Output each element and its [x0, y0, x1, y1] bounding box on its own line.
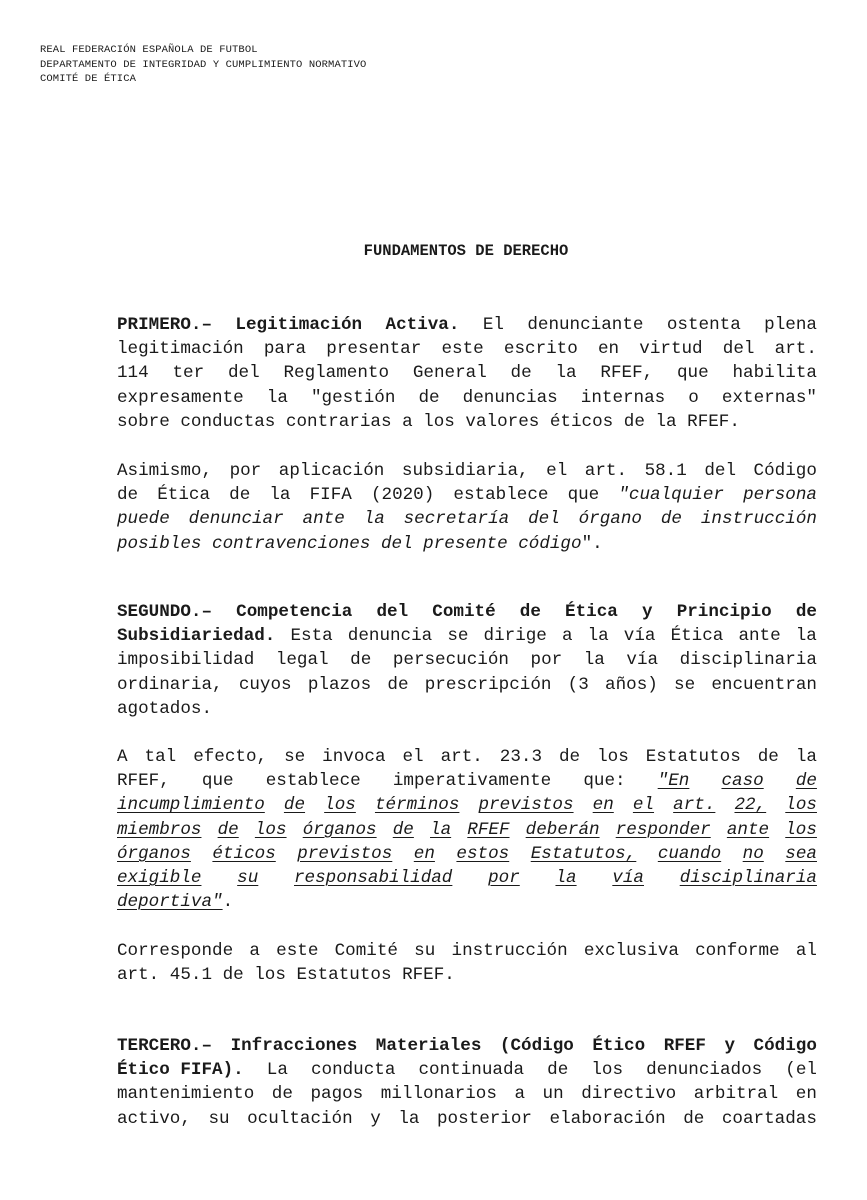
- heading-word: Principio: [676, 602, 772, 622]
- quote-word: 22,: [734, 795, 767, 816]
- word: (2020): [370, 485, 435, 506]
- quote-word: exigible: [117, 867, 202, 888]
- quote-word: ante: [726, 819, 770, 840]
- word: que: [201, 771, 234, 792]
- quote-word: de: [795, 771, 817, 792]
- section-title: FUNDAMENTOS DE DERECHO: [363, 242, 569, 260]
- word: mantenimiento: [117, 1084, 255, 1105]
- word: General: [412, 363, 487, 384]
- asimismo-line-1: [117, 459, 817, 483]
- heading-word: RFEF: [663, 1036, 706, 1056]
- word: La: [266, 1060, 288, 1081]
- word: Esta: [290, 626, 333, 647]
- word: en: [795, 1084, 817, 1105]
- quote-word: caso: [721, 771, 764, 792]
- quote-word: de: [660, 509, 682, 530]
- primero-line-1: [117, 313, 817, 337]
- text-run: agotados.: [117, 698, 213, 719]
- word: imperativamente: [392, 771, 552, 792]
- word: art.: [584, 461, 628, 481]
- paragraph-primero: [117, 313, 817, 434]
- quote-word: el: [632, 795, 655, 816]
- tercero-heading-line-1: [117, 1034, 817, 1058]
- word: establece: [453, 485, 549, 506]
- tercero-line-3: [117, 1082, 817, 1106]
- quote-word: art.: [673, 795, 716, 816]
- word: para: [263, 339, 307, 360]
- word: ante: [738, 626, 781, 647]
- quote-word: deberán: [525, 819, 600, 840]
- quote-text-run: posibles contravenciones del presente código: [117, 533, 582, 554]
- word: Estatutos: [645, 747, 741, 767]
- word: (el: [785, 1060, 817, 1081]
- word: plazos: [307, 674, 372, 695]
- word: conforme: [695, 941, 780, 961]
- segundo-line-5: [117, 697, 817, 721]
- word: ocultación: [247, 1108, 353, 1129]
- quote-word: órganos: [302, 819, 377, 840]
- word: plena: [764, 315, 817, 335]
- quote-word: del: [528, 509, 560, 530]
- word: persecución: [392, 650, 509, 671]
- word: de: [229, 485, 251, 506]
- segundo-line-2: [117, 624, 817, 648]
- word: que: [676, 363, 709, 384]
- word: de: [547, 1060, 569, 1081]
- word: de: [558, 747, 581, 767]
- word: FIFA: [309, 485, 352, 506]
- tercero-heading-number: TERCERO.–: [117, 1036, 213, 1056]
- corresponde-line-1: [117, 939, 817, 963]
- text-run: art. 45.1 de los Estatutos RFEF.: [117, 965, 455, 986]
- word: continuada: [418, 1060, 525, 1081]
- quote-word: cuando: [657, 843, 722, 864]
- word: y: [370, 1108, 381, 1129]
- quote-word: la: [555, 867, 577, 888]
- word: denunciante: [527, 315, 644, 335]
- tal-efecto-line-2: [117, 769, 817, 793]
- segundo-heading-number: SEGUNDO.–: [117, 602, 213, 622]
- text-run: sobre conductas contrarias a los valores éticos de la RFEF.: [117, 411, 740, 432]
- word: años): [605, 674, 658, 695]
- word: directivo: [581, 1084, 677, 1105]
- word: art.: [774, 339, 817, 360]
- word: 114: [117, 363, 149, 384]
- quote-word: de: [217, 819, 239, 840]
- quote-word: éticos: [212, 843, 276, 864]
- word: subsidiaria,: [401, 461, 529, 481]
- word: El: [482, 315, 504, 335]
- heading-word: Infracciones: [230, 1036, 358, 1056]
- word: exclusiva: [583, 941, 679, 961]
- segundo-line-4: [117, 673, 817, 697]
- asimismo-line-2: [117, 483, 817, 507]
- heading-word: Comité: [432, 602, 496, 622]
- quote-word: previstos: [478, 795, 574, 816]
- word: la: [583, 650, 605, 671]
- quote-word: los: [324, 795, 356, 816]
- word: prescripción: [424, 674, 552, 695]
- word: RFEF,: [600, 363, 654, 384]
- word: dirige: [483, 626, 547, 647]
- word: pagos: [310, 1084, 364, 1105]
- word: al: [795, 941, 817, 961]
- quote-word: miembros: [117, 819, 202, 840]
- quote-word: disciplinaria: [679, 867, 817, 888]
- word: (3: [567, 674, 589, 695]
- tal-efecto-line-1: [117, 745, 817, 769]
- word: millonarios: [380, 1084, 497, 1105]
- word: 23.3: [499, 747, 543, 767]
- asimismo-line-4: [117, 532, 817, 556]
- word: coartadas: [721, 1108, 817, 1129]
- heading-word: de: [795, 602, 817, 622]
- primero-line-4: [117, 386, 817, 410]
- quote-word: la: [430, 819, 452, 840]
- word: el: [546, 461, 568, 481]
- word: de: [117, 485, 139, 506]
- word: denuncias: [462, 387, 558, 408]
- word: del: [722, 339, 755, 360]
- word: de: [271, 1084, 293, 1105]
- quote-word: vía: [612, 867, 644, 888]
- tercero-line-4: [117, 1107, 817, 1131]
- word: instrucción: [451, 941, 568, 961]
- word: la: [795, 747, 817, 767]
- word: del: [704, 461, 737, 481]
- word: Comité: [334, 941, 398, 961]
- quote-word: de: [392, 819, 414, 840]
- word: Ética: [157, 485, 211, 506]
- quote-word: los: [785, 819, 817, 840]
- quote-word: RFEF: [467, 819, 510, 840]
- heading-word: Subsidiariedad.: [117, 626, 276, 647]
- paragraph-asimismo: [117, 459, 817, 556]
- word: elaboración: [549, 1108, 666, 1129]
- word: internas: [580, 387, 666, 408]
- paragraph-corresponde: [117, 939, 817, 987]
- segundo-heading-line-1: [117, 600, 817, 624]
- quote-word: los: [254, 819, 287, 840]
- word: por: [229, 461, 262, 481]
- word: tal: [144, 747, 177, 767]
- tal-efecto-line-3: [117, 793, 817, 817]
- heading-word: Materiales: [375, 1036, 482, 1056]
- quote-word: la: [363, 509, 385, 530]
- asimismo-line-3: [117, 507, 817, 531]
- word: se: [447, 626, 469, 647]
- quote-word: Estatutos,: [530, 843, 637, 864]
- word: disciplinaria: [679, 650, 817, 671]
- quote-word: órganos: [117, 843, 191, 864]
- document-header: [40, 43, 366, 87]
- word: o: [688, 387, 699, 408]
- word: posterior: [436, 1108, 532, 1129]
- heading-word: Código: [753, 1036, 817, 1056]
- quote-word: su: [237, 867, 259, 888]
- quote-word: términos: [374, 795, 460, 816]
- word: ordinaria,: [117, 674, 223, 695]
- primero-line-2: [117, 337, 817, 361]
- primero-heading-word: Activa.: [385, 315, 460, 335]
- word: vía: [623, 626, 656, 647]
- word: virtud: [639, 339, 703, 360]
- word: la: [795, 626, 817, 647]
- word: externas": [721, 387, 817, 408]
- segundo-line-3: [117, 648, 817, 672]
- header-committee: COMITÉ DE ÉTICA: [40, 73, 137, 85]
- quote-close: ".: [581, 533, 603, 554]
- quote-word: denunciar: [188, 509, 284, 530]
- word: aplicación: [278, 461, 385, 481]
- word: RFEF,: [117, 771, 170, 792]
- word: arbitral: [693, 1084, 779, 1105]
- word: se: [284, 747, 306, 767]
- paragraph-segundo: [117, 600, 817, 721]
- word: establece: [265, 771, 361, 792]
- quote-close: .: [222, 892, 234, 913]
- word: de: [757, 747, 779, 767]
- heading-word: y: [724, 1036, 736, 1056]
- word: que:: [583, 771, 626, 792]
- primero-heading-word: Legitimación: [235, 315, 363, 335]
- word: expresamente: [117, 387, 244, 408]
- quote-word: instrucción: [700, 509, 817, 530]
- word: "gestión: [310, 387, 396, 408]
- word: se: [674, 674, 696, 695]
- word: este: [276, 941, 319, 961]
- quote-word: sea: [785, 843, 817, 864]
- quote-word: puede: [117, 509, 170, 530]
- word: su: [208, 1108, 230, 1129]
- word: Corresponde: [117, 941, 234, 961]
- word: Código: [753, 461, 817, 481]
- primero-line-5: [117, 410, 817, 434]
- word: la: [555, 363, 577, 384]
- word: de: [350, 650, 372, 671]
- quote-word: secretaría: [403, 509, 510, 530]
- word: de: [418, 387, 440, 408]
- quote-word: estos: [456, 843, 510, 864]
- word: por: [530, 650, 563, 671]
- word: A: [117, 747, 128, 767]
- heading-word: y: [641, 602, 653, 622]
- heading-word: (Código: [499, 1036, 574, 1056]
- tal-efecto-line-7: [117, 890, 817, 914]
- heading-word: Ética: [565, 602, 618, 622]
- word: Reglamento: [283, 363, 390, 384]
- word: un: [542, 1084, 564, 1105]
- tal-efecto-line-6: [117, 866, 817, 890]
- tercero-line-2: [117, 1058, 817, 1082]
- word: de: [510, 363, 532, 384]
- paragraph-tercero: [117, 1034, 817, 1131]
- heading-word: Ético: [592, 1036, 646, 1056]
- word: invoca: [322, 747, 386, 767]
- quote-word: de: [283, 795, 306, 816]
- header-department: DEPARTAMENTO DE INTEGRIDAD Y CUMPLIMIENTO NORMATIVO: [40, 58, 367, 71]
- word: la: [269, 485, 291, 506]
- paragraph-tal-efecto: [117, 745, 817, 914]
- word: activo,: [117, 1108, 191, 1129]
- word: art.: [440, 747, 483, 767]
- word: presentar: [326, 339, 422, 360]
- word: denunciados: [646, 1060, 763, 1081]
- word: a: [514, 1084, 526, 1105]
- quote-word: previstos: [297, 843, 393, 864]
- word: efecto,: [193, 747, 268, 767]
- word: este: [441, 339, 484, 360]
- word: 58.1: [644, 461, 687, 481]
- word: de: [683, 1108, 705, 1129]
- word: ostenta: [666, 315, 741, 335]
- word: escrito: [503, 339, 578, 360]
- word: a: [561, 626, 573, 647]
- corresponde-line-2: [117, 963, 817, 987]
- word: denuncia: [347, 626, 433, 647]
- word: la: [587, 626, 609, 647]
- word: el: [402, 747, 424, 767]
- heading-word: Competencia: [236, 602, 353, 622]
- word: Ética: [670, 626, 724, 647]
- word: vía: [626, 650, 659, 671]
- word: que: [567, 485, 600, 506]
- word: conducta: [310, 1060, 396, 1081]
- word: habilita: [732, 363, 817, 384]
- quote-word: los: [785, 795, 817, 816]
- word: los: [591, 1060, 624, 1081]
- word: del: [227, 363, 260, 384]
- word: encuentran: [711, 674, 817, 695]
- word: a: [249, 941, 260, 961]
- quote-word: "cualquier: [618, 485, 724, 506]
- heading-word: del: [376, 602, 409, 622]
- word: legal: [275, 650, 329, 671]
- quote-word: no: [742, 843, 764, 864]
- word: los: [597, 747, 629, 767]
- primero-heading-number: PRIMERO.–: [117, 315, 213, 335]
- quote-word: por: [488, 867, 520, 888]
- word: ter: [172, 363, 205, 384]
- primero-line-3: [117, 361, 817, 385]
- tal-efecto-line-5: [117, 842, 817, 866]
- word: cuyos: [238, 674, 292, 695]
- quote-word: responder: [615, 819, 711, 840]
- word: la: [266, 387, 288, 408]
- quote-word: en: [413, 843, 435, 864]
- word: la: [398, 1108, 420, 1129]
- word: legitimación: [117, 339, 244, 360]
- quote-word: responsabilidad: [294, 867, 453, 888]
- word: de: [387, 674, 409, 695]
- word: en: [597, 339, 620, 360]
- tal-efecto-line-4: [117, 818, 817, 842]
- quote-word: persona: [743, 485, 817, 506]
- header-organization: REAL FEDERACIÓN ESPAÑOLA DE FUTBOL: [40, 44, 258, 56]
- quote-word: ante: [302, 509, 345, 530]
- word: Asimismo,: [117, 461, 213, 481]
- quote-word: órgano: [578, 509, 642, 530]
- heading-word: de: [519, 602, 541, 622]
- word: imposibilidad: [117, 650, 255, 671]
- quote-word: en: [592, 795, 614, 816]
- heading-word: Ético FIFA).: [117, 1060, 244, 1081]
- quote-word: incumplimiento: [117, 795, 265, 816]
- quote-text-run: deportiva": [117, 892, 223, 913]
- word: su: [414, 941, 436, 961]
- quote-word: "En: [657, 771, 690, 792]
